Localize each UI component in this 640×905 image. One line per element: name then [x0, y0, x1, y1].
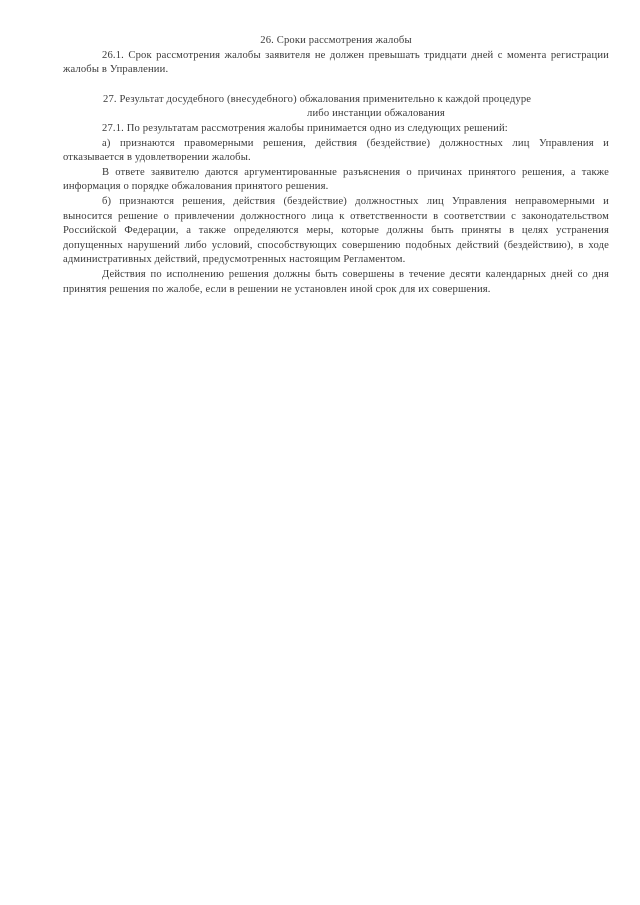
section-27-title	[63, 93, 609, 122]
section-27-title-line-2: либо инстанции обжалования	[307, 108, 445, 120]
document-body	[63, 34, 609, 297]
section-spacer	[63, 78, 609, 93]
decision-a-paragraph: а) признаются правомерными решения, действия (бездействие) должностных лиц Управления и отказывается в удовлетворении жалобы.	[63, 137, 609, 164]
execution-term-paragraph: Действия по исполнению решения должны быть совершены в течение десяти календарных дней со дня принятия решения по жалобе, если в решении не установлен иной срок для их совершения.	[63, 268, 609, 295]
section-27-1-paragraph: 27.1. По результатам рассмотрения жалобы принимается одно из следующих решений:	[102, 122, 508, 134]
section-26-title: 26. Сроки рассмотрения жалобы	[260, 35, 412, 46]
section-26-1-paragraph: 26.1. Срок рассмотрения жалобы заявителя не должен превышать тридцати дней с момента регистрации жалобы в Управлении.	[63, 49, 609, 76]
answer-explanation-paragraph: В ответе заявителю даются аргументированные разъяснения о причинах принятого решения, а также информация о порядке обжалования принятого решения.	[63, 166, 609, 193]
section-27-title-line-1: 27. Результат досудебного (внесудебного) обжалования применительно к каждой процедуре	[103, 93, 532, 105]
decision-b-paragraph: б) признаются решения, действия (бездействие) должностных лиц Управления неправомерными и выносится решение о привлечении должностного лица к ответственности в соответствии с законодательством Российской Федерации, а также определяются меры, которые должны быть приняты в целях устранения допущенных нарушений либо условий, способствующих совершению подобных действий (бездействию), в ходе административных действий, предусмотренных настоящим Регламентом.	[63, 195, 609, 266]
